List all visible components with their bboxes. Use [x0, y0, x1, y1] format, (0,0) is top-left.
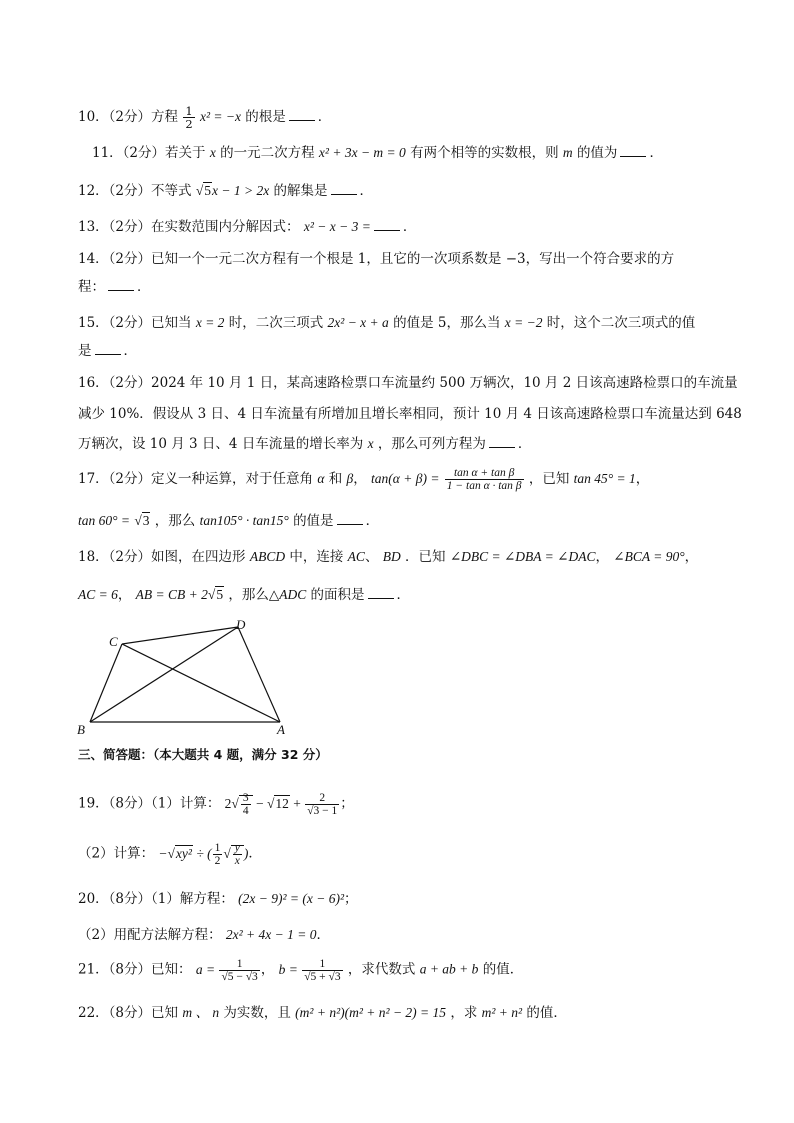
section-3-title: 三、简答题：（本大题共 4 题，满分 32 分）: [78, 747, 328, 762]
answer-blank[interactable]: [368, 586, 394, 599]
fraction-one-half: $\frac{1}{2}$: [185, 104, 193, 131]
question-15: 15．（2分）已知当 x = 2 时，二次三项式 2x² − x + a 的值是 5，那么当 x = −2 时，这个二次三项式的值: [78, 315, 696, 331]
answer-blank[interactable]: [489, 435, 515, 448]
q11-equation: x² + 3x − m = 0: [318, 145, 406, 160]
question-16-cont2: 万辆次，设 10 月 3 日、4 日车流量的增长率为 x ，那么可列方程为 ．: [78, 436, 532, 452]
question-12: 12．（2分）不等式 √5x − 1 > 2x 的解集是 ．: [78, 183, 374, 199]
label-a: A: [277, 722, 285, 737]
question-14: 14．（2分）已知一个一元二次方程有一个根是 1，且它的一次项系数是 −3，写出一个符合要求的方: [78, 251, 675, 267]
answer-blank[interactable]: [374, 218, 400, 231]
label-d: D: [236, 618, 246, 632]
edge-da: [238, 627, 280, 722]
q21-a-definition: a = $\frac{1}{√5 - √3}$: [195, 958, 258, 983]
question-11: 11．（2分）若关于 x 的一元二次方程 x² + 3x − m = 0 有两个相等的实数根，则 m 的值为 ．: [92, 145, 663, 161]
question-18: 18．（2分）如图，在四边形 ABCD 中，连接 AC、 BD ．已知 ∠DBC = ∠DBA = ∠DAC， ∠BCA = 90°，: [78, 549, 699, 565]
question-19-part2: （2）计算： −√xy² ÷ ( $\frac{1}{2}$ √ $\frac{y}{x}$ )．: [78, 842, 262, 867]
q19-expression-1: 2√ $\frac{3}{4}$ − √12 + $\frac{2}{√3 - 1}$: [224, 792, 338, 817]
q19-expression-2: −√xy² ÷ ( $\frac{1}{2}$ √ $\frac{y}{x}$ ): [158, 842, 249, 867]
question-17: 17．（2分）定义一种运算，对于任意角 α 和 β， tan(α + β) = $\frac{\text{tan α + tan β}}{\text{1 − tan α · tan β}}$ ，已知 tan 45° = 1，: [78, 467, 650, 492]
question-16: 16．（2分）2024 年 10 月 1 日，某高速路检票口车流量约 500 万辆次，10 月 2 日该高速路检票口的车流量: [78, 375, 738, 391]
q10-equation: x² = −x: [199, 109, 241, 124]
answer-blank[interactable]: [331, 182, 357, 195]
label-b: B: [77, 722, 85, 737]
answer-blank[interactable]: [337, 512, 363, 525]
tan-sum-fraction: $\frac{\text{tan α + tan β}}{\text{1 − tan α · tan β}}$: [446, 467, 522, 492]
question-14-cont: 程： ．: [78, 279, 151, 295]
question-18-cont: AC = 6， AB = CB + 2√5 ，那么△ADC 的面积是 ．: [78, 587, 411, 603]
label-c: C: [109, 634, 118, 649]
sqrt-3: √3: [134, 513, 150, 528]
question-21: 21．（8分）已知： a = $\frac{1}{√5 - √3}$ ， b = $\frac{1}{√5 + √3}$ ，求代数式 a + ab + b 的值．: [78, 958, 524, 983]
q10-label: 10．（2分）方程: [78, 109, 179, 125]
question-10: 10．（2分）方程 $\frac{1}{2}$ x² = −x 的根是 ．: [78, 104, 332, 131]
question-22: 22．（8分）已知 m 、 n 为实数，且 (m² + n²)(m² + n² − 2) = 15 ，求 m² + n² 的值．: [78, 1005, 567, 1021]
question-20-part2: （2）用配方法解方程： 2x² + 4x − 1 = 0．: [78, 927, 331, 943]
q21-b-definition: b = $\frac{1}{√5 + √3}$: [278, 958, 341, 983]
edge-bc: [90, 644, 122, 722]
answer-blank[interactable]: [95, 342, 121, 355]
question-15-cont: 是 ．: [78, 343, 137, 359]
edge-cd: [122, 627, 238, 644]
question-13: 13．（2分）在实数范围内分解因式： x² − x − 3 = ．: [78, 219, 417, 235]
quadrilateral-figure: [76, 618, 296, 738]
sqrt-5: √5: [207, 587, 224, 602]
answer-blank[interactable]: [108, 278, 134, 291]
question-20: 20．（8分）（1）解方程： (2x − 9)² = (x − 6)²；: [78, 891, 358, 907]
question-19: 19．（8分）（1）计算： 2√ $\frac{3}{4}$ − √12 + $\frac{2}{√3 - 1}$ ；: [78, 792, 354, 817]
answer-blank[interactable]: [620, 144, 646, 157]
q12-inequality: √5x − 1 > 2x: [195, 183, 270, 198]
question-17-cont: tan 60° = √3 ，那么 tan105° · tan15° 的值是 ．: [78, 513, 380, 529]
answer-blank[interactable]: [289, 108, 315, 121]
diagonal-ac: [122, 644, 280, 722]
question-16-cont1: 减少 10%．假设从 3 日、4 日车流量有所增加且增长率相同，预计 10 月 4 日该高速路检票口车流量达到 648: [78, 406, 742, 422]
